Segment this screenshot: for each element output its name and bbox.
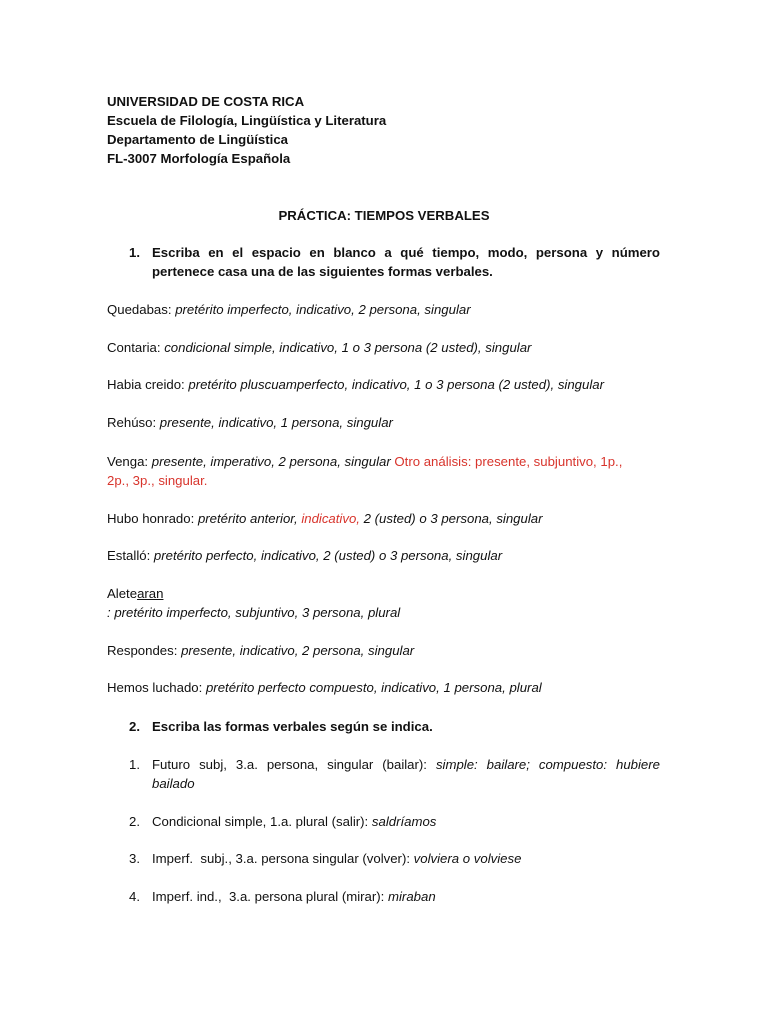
verb-answer: presente, imperativo, 2 persona, singular: [151, 454, 391, 469]
header-department: Departamento de Lingüística: [107, 132, 288, 147]
list-item: [152, 755, 660, 774]
verb-label: Habia creido:: [107, 377, 185, 392]
verb-label: Respondes:: [107, 643, 178, 658]
verb-answer: condicional simple, indicativo, 1 o 3 persona (2 usted), singular: [164, 340, 532, 355]
page-title: PRÁCTICA: TIEMPOS VERBALES: [278, 208, 490, 223]
list-item-prompt: Imperf. ind., 3.a. persona plural (mirar):: [152, 889, 385, 904]
verb-label: Hubo honrado:: [107, 511, 195, 526]
verb-label: Rehúso:: [107, 415, 157, 430]
answer-item: [107, 300, 471, 319]
verb-label: Quedabas:: [107, 302, 172, 317]
list-item-answer-continued: bailado: [152, 776, 195, 791]
list-item-number: 4.: [129, 889, 140, 904]
section2-instruction: Escriba las formas verbales según se indica.: [152, 719, 433, 734]
list-item: [152, 812, 660, 831]
section1-instruction-line1: Escriba en el espacio en blanco a qué tiempo, modo, persona y número: [152, 245, 660, 260]
verb-answer: pretérito pluscuamperfecto, indicativo, 1 o 3 persona (2 usted), singular: [188, 377, 605, 392]
answer-item: [107, 375, 604, 394]
verb-label-underlined: aran: [137, 586, 164, 601]
header-university: UNIVERSIDAD DE COSTA RICA: [107, 94, 305, 109]
verb-answer: pretérito perfecto, indicativo, 2 (usted) o 3 persona, singular: [153, 548, 503, 563]
verb-label: Contaria:: [107, 340, 161, 355]
list-item-answer: simple: bailare; compuesto: hubiere: [435, 757, 660, 772]
list-item-number: 3.: [129, 851, 140, 866]
list-item-prompt: Condicional simple, 1.a. plural (salir):: [152, 814, 369, 829]
list-item-answer: saldríamos: [371, 814, 437, 829]
verb-label-part: Alete: [107, 586, 138, 601]
verb-answer: : pretérito imperfecto, subjuntivo, 3 persona, plural: [107, 605, 401, 620]
verb-answer-part: 2 (usted) o 3 persona, singular: [363, 511, 543, 526]
verb-label: Hemos luchado:: [107, 680, 203, 695]
answer-item: [107, 452, 622, 471]
list-item-number: 1.: [129, 757, 140, 772]
verb-answer-highlight: indicativo,: [301, 511, 360, 526]
verb-label: Venga:: [107, 454, 149, 469]
answer-item: [107, 641, 414, 660]
header-school: Escuela de Filología, Lingüística y Literatura: [107, 113, 387, 128]
list-item: [152, 849, 660, 868]
alternative-analysis-note-continued: 2p., 3p., singular.: [107, 473, 208, 488]
verb-label: Estalló:: [107, 548, 151, 563]
verb-answer: pretérito perfecto compuesto, indicativo, 1 persona, plural: [205, 680, 542, 695]
verb-answer: presente, indicativo, 1 persona, singular: [159, 415, 393, 430]
list-item-answer: miraban: [388, 889, 436, 904]
verb-answer: pretérito imperfecto, indicativo, 2 persona, singular: [175, 302, 471, 317]
answer-item: [107, 413, 393, 432]
answer-item: [107, 546, 502, 565]
verb-answer-part: pretérito anterior,: [197, 511, 298, 526]
alternative-analysis-note: Otro análisis: presente, subjuntivo, 1p.,: [394, 454, 623, 469]
answer-item: [107, 678, 542, 697]
list-item-prompt: Futuro subj, 3.a. persona, singular (bailar):: [152, 757, 427, 772]
list-item: [152, 887, 660, 906]
answer-item: [107, 338, 531, 357]
section1-number: 1.: [129, 245, 140, 260]
answer-item: [107, 584, 163, 603]
header-course: FL-3007 Morfología Española: [107, 151, 291, 166]
list-item-prompt: Imperf. subj., 3.a. persona singular (volver):: [152, 851, 410, 866]
list-item-number: 2.: [129, 814, 140, 829]
verb-answer: presente, indicativo, 2 persona, singular: [181, 643, 415, 658]
section2-number: 2.: [129, 719, 140, 734]
answer-item: [107, 509, 543, 528]
section1-instruction-line2: pertenece casa una de las siguientes formas verbales.: [152, 264, 493, 279]
list-item-answer: volviera o volviese: [413, 851, 522, 866]
